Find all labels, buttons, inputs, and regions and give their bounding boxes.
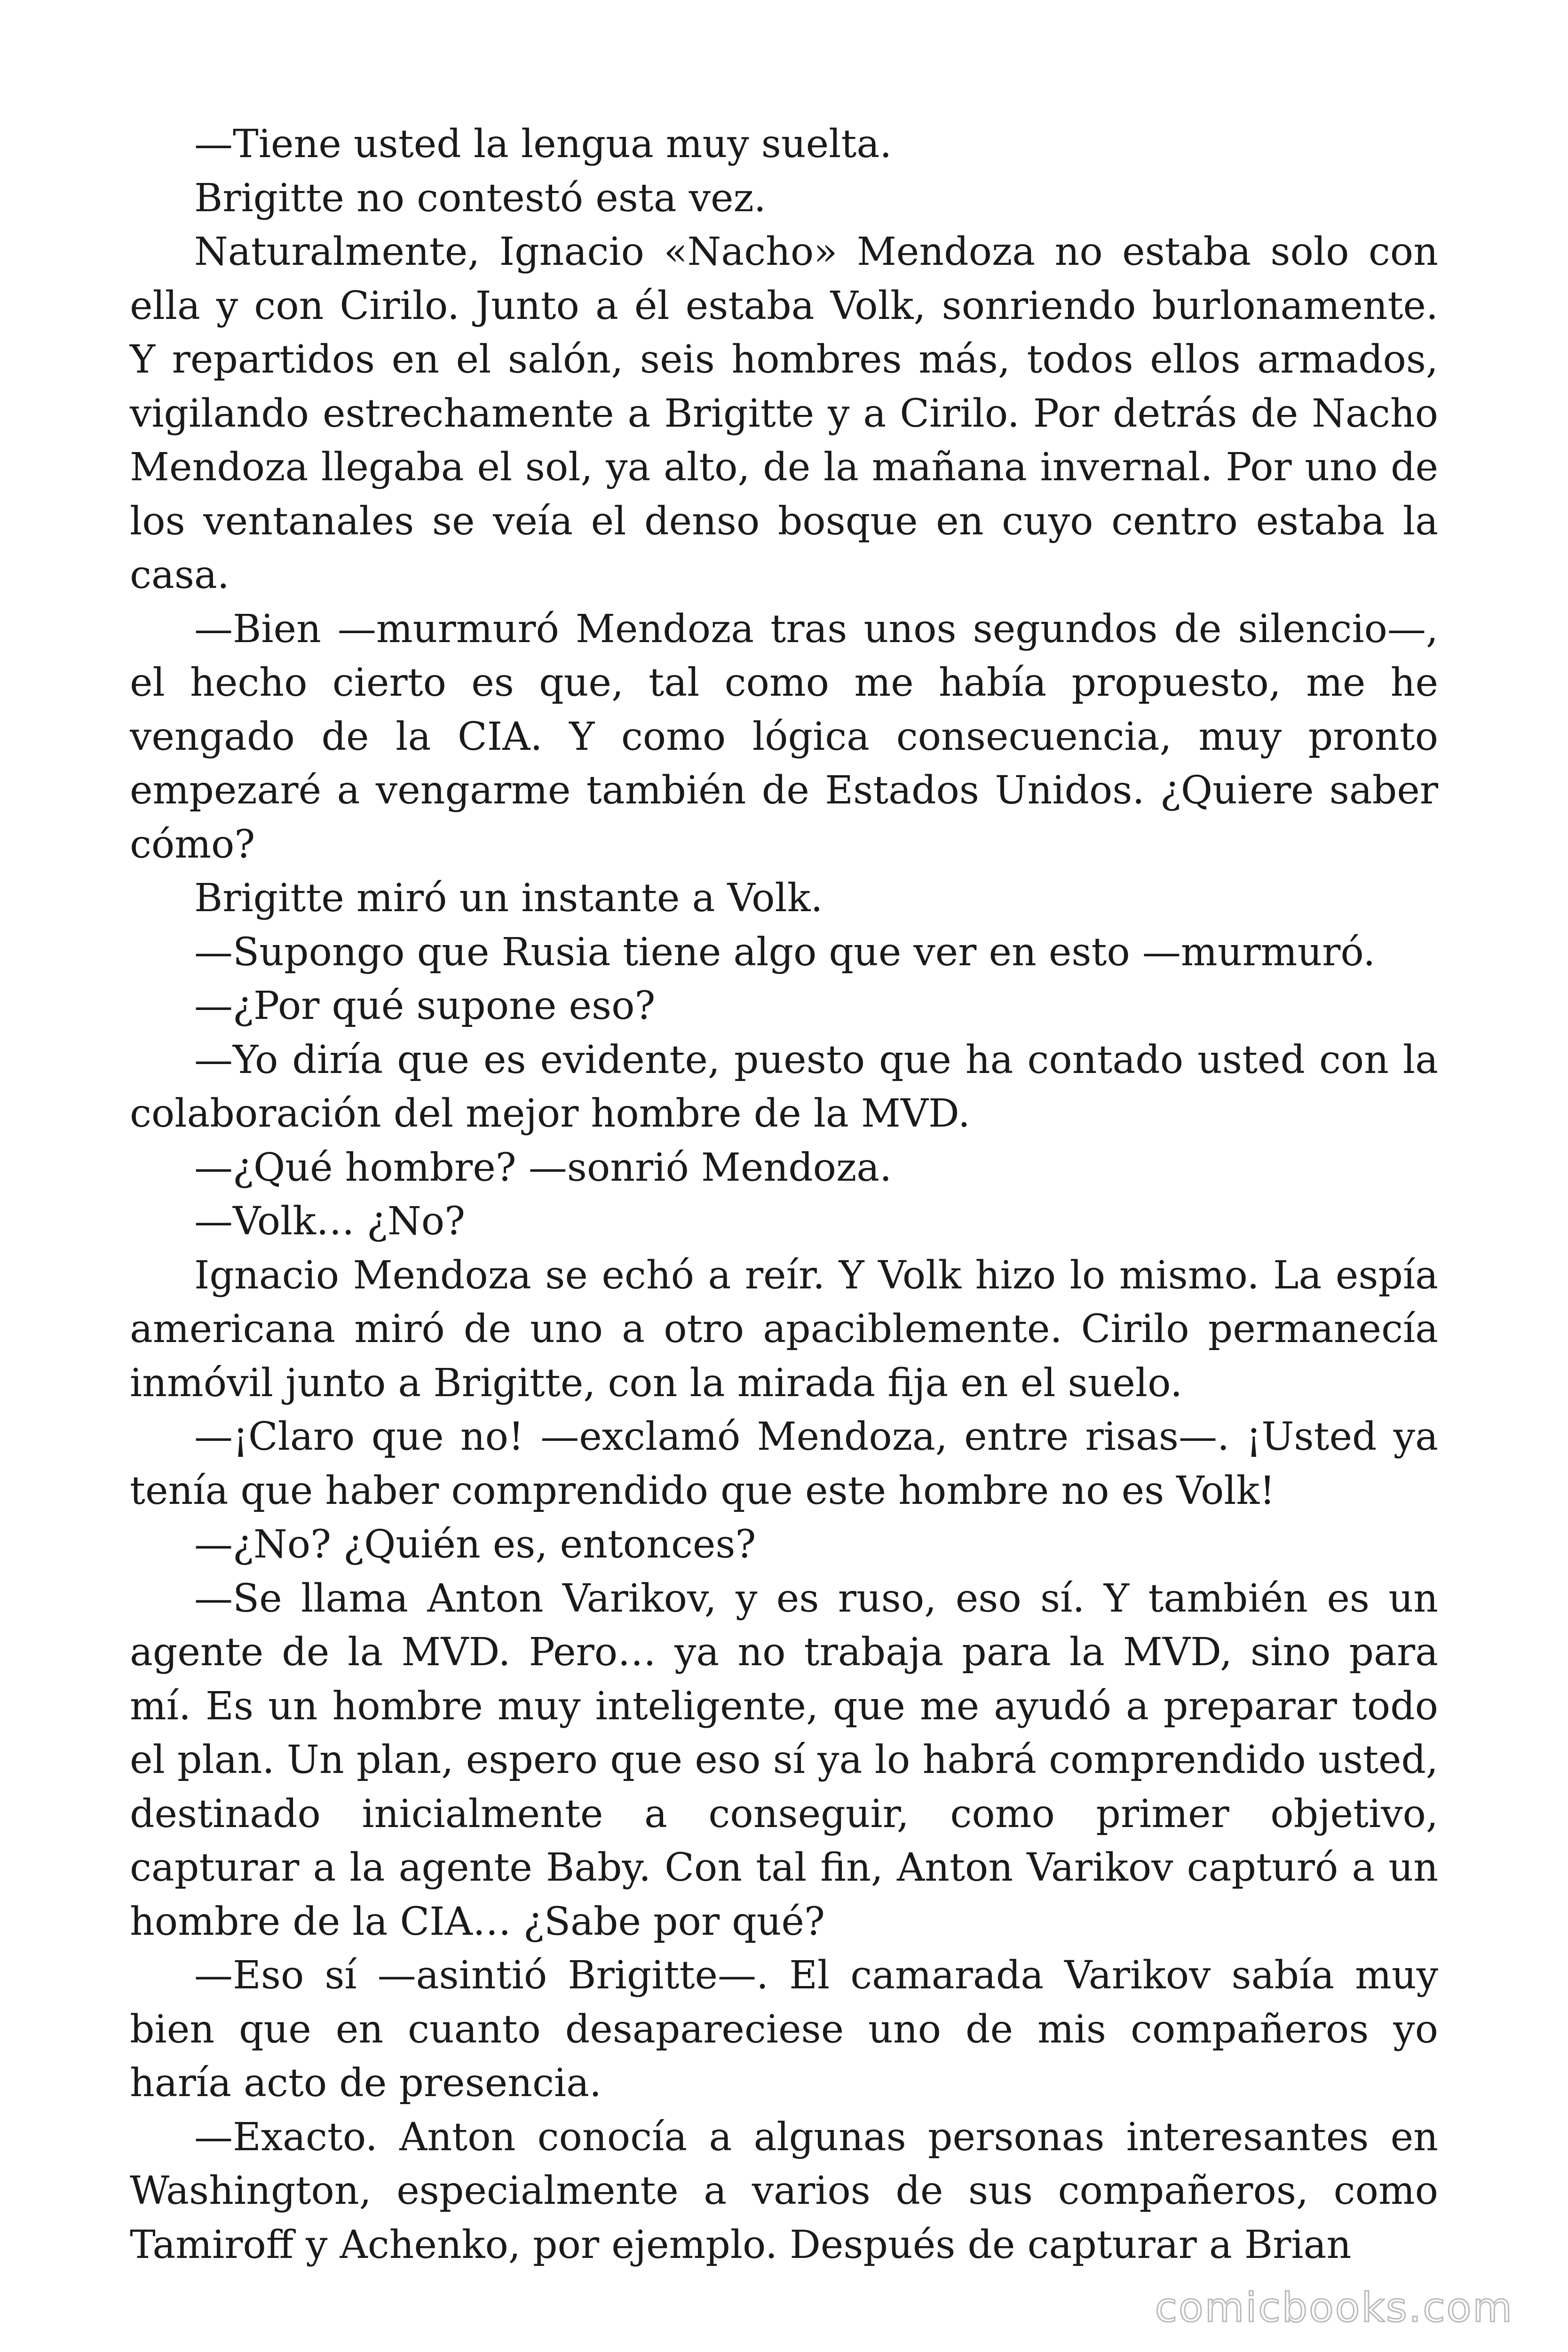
paragraph: Ignacio Mendoza se echó a reír. Y Volk hizo lo mismo. La espía americana miró de uno a otro apaciblemente. Cirilo permanecía inmóvil junto a Brigitte, con la mirada fija en el suelo. — [130, 1253, 1438, 1406]
paragraph: —Exacto. Anton conocía a algunas personas interesantes en Washington, especialmente a varios de sus compañeros, como Tamiroff y Achenko, por ejemplo. Después de capturar a Brian — [130, 2114, 1438, 2267]
paragraph: —Tiene usted la lengua muy suelta. — [194, 122, 892, 167]
body-text — [130, 118, 1438, 2272]
paragraph: —¿No? ¿Quién es, entonces? — [194, 1522, 756, 1567]
paragraph: Brigitte no contestó esta vez. — [194, 175, 766, 221]
paragraph: —Bien —murmuró Mendoza tras unos segundos de silencio—, el hecho cierto es que, tal como me había propuesto, me he vengado de la CIA. Y como lógica consecuencia, muy pronto empezaré a vengarme también de Estados Unidos. ¿Quiere saber cómo? — [130, 606, 1438, 867]
paragraph: —Se llama Anton Varikov, y es ruso, eso sí. Y también es un agente de la MVD. Pero… ya no trabaja para la MVD, sino para mí. Es un hombre muy inteligente, que me ayudó a preparar todo el plan. Un plan, espero que eso sí ya lo habrá comprendido usted, destinado inicialmente a conseguir, como primer objetivo, capturar a la agente Baby. Con tal fin, Anton Varikov capturó a un hombre de la CIA… ¿Sabe por qué? — [130, 1576, 1438, 1944]
paragraph: —¡Claro que no! —exclamó Mendoza, entre risas—. ¡Usted ya tenía que haber comprendido que este hombre no es Volk! — [130, 1414, 1438, 1513]
paragraph: —Volk… ¿No? — [194, 1199, 466, 1244]
paragraph: Brigitte miró un instante a Volk. — [194, 876, 823, 921]
watermark: comicbooks.com — [1155, 2284, 1513, 2331]
paragraph: —Eso sí —asintió Brigitte—. El camarada Varikov sabía muy bien que en cuanto desapareciese uno de mis compañeros yo haría acto de presencia. — [130, 1953, 1438, 2106]
paragraph: —¿Qué hombre? —sonrió Mendoza. — [194, 1145, 892, 1190]
paragraph: —Supongo que Rusia tiene algo que ver en esto —murmuró. — [194, 930, 1376, 975]
paragraph: Naturalmente, Ignacio «Nacho» Mendoza no estaba solo con ella y con Cirilo. Junto a él estaba Volk, sonriendo burlonamente. Y repartidos en el salón, seis hombres más, todos ellos armados, vigilando estrechamente a Brigitte y a Cirilo. Por detrás de Nacho Mendoza llegaba el sol, ya alto, de la mañana invernal. Por uno de los ventanales se veía el denso bosque en cuyo centro estaba la casa. — [130, 230, 1438, 597]
paragraph: —¿Por qué supone eso? — [194, 984, 656, 1028]
paragraph: —Yo diría que es evidente, puesto que ha contado usted con la colaboración del mejor hombre de la MVD. — [130, 1037, 1438, 1136]
